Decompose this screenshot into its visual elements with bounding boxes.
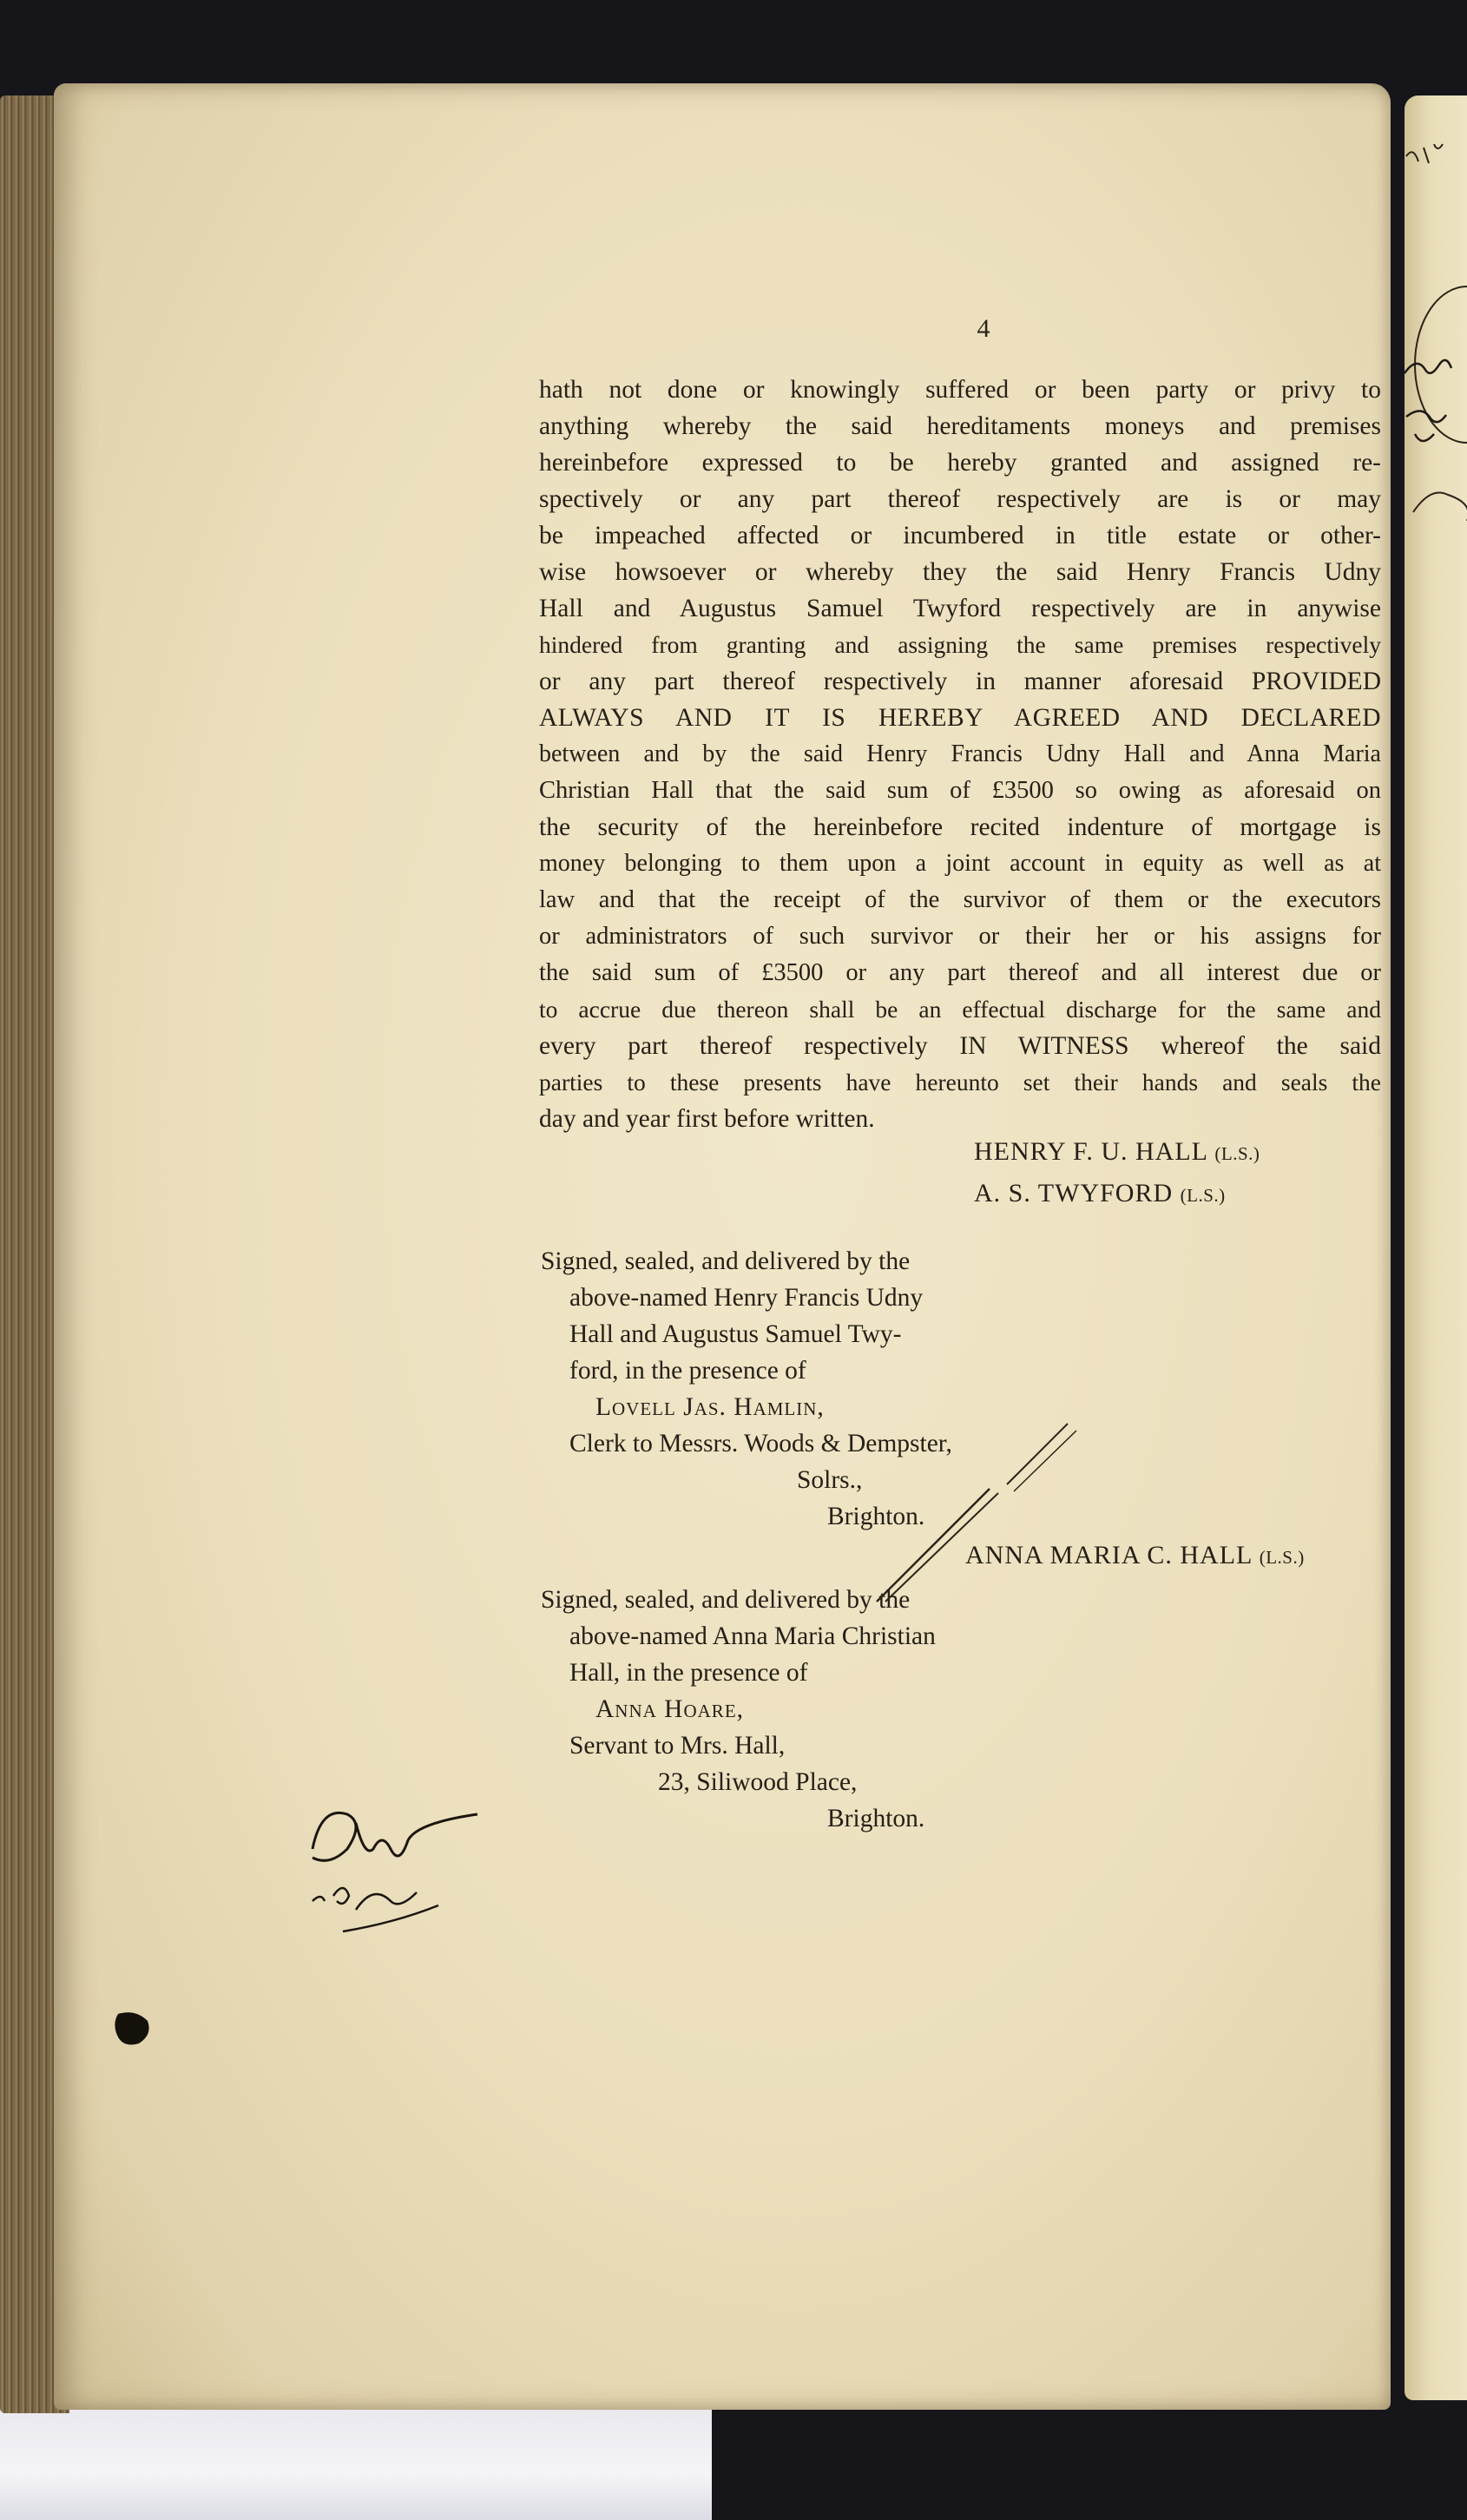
seal-mark: (L.S.) bbox=[1214, 1143, 1260, 1164]
attestation-line: Signed, sealed, and delivered by the bbox=[541, 1586, 911, 1614]
margin-initials-handwriting bbox=[295, 1780, 503, 1953]
paper-sheets-below bbox=[0, 2405, 712, 2520]
body-line: ALWAYS AND IT IS HEREBY AGREED AND DECLARED bbox=[539, 704, 1381, 732]
signature-name: ANNA MARIA C. HALL bbox=[965, 1541, 1253, 1569]
body-line: Hall and Augustus Samuel Twyford respectively are in anywise bbox=[539, 595, 1381, 622]
page-number: 4 bbox=[977, 314, 990, 343]
body-line: day and year first before written. bbox=[539, 1105, 875, 1133]
body-line: every part thereof respectively IN WITNESS whereof the said bbox=[539, 1032, 1381, 1060]
witness-role: Servant to Mrs. Hall, bbox=[569, 1732, 786, 1760]
witness-name: Anna Hoare, bbox=[595, 1695, 745, 1723]
body-line: law and that the receipt of the survivor of them or the executors bbox=[539, 886, 1381, 913]
attestation-line: Hall and Augustus Samuel Twy- bbox=[569, 1320, 902, 1348]
body-line: parties to these presents have hereunto set their hands and seals the bbox=[539, 1069, 1381, 1096]
witness-address: 23, Siliwood Place, bbox=[658, 1768, 858, 1796]
ink-blot bbox=[111, 2005, 155, 2049]
body-line: spectively or any part thereof respectively are is or may bbox=[539, 485, 1381, 513]
body-line: hereinbefore expressed to be hereby granted and assigned re- bbox=[539, 449, 1381, 477]
body-line: be impeached affected or incumbered in title estate or other- bbox=[539, 522, 1381, 549]
witness-town: Brighton. bbox=[827, 1805, 925, 1832]
witness-role: Clerk to Messrs. Woods & Dempster, bbox=[569, 1430, 952, 1457]
stamp-note-handwriting bbox=[1389, 130, 1467, 547]
attestation-line: above-named Anna Maria Christian bbox=[569, 1622, 936, 1650]
witness-name: Lovell Jas. Hamlin, bbox=[595, 1393, 825, 1421]
attestation-line: Hall, in the presence of bbox=[569, 1659, 808, 1687]
signature-twyford bbox=[974, 1179, 1226, 1208]
body-line: Christian Hall that the said sum of £3500 so owing as aforesaid on bbox=[539, 777, 1381, 804]
witness-town: Brighton. bbox=[827, 1503, 925, 1530]
seal-mark: (L.S.) bbox=[1259, 1547, 1305, 1568]
body-line: money belonging to them upon a joint account in equity as well as at bbox=[539, 850, 1381, 877]
body-line: wise howsoever or whereby they the said Henry Francis Udny bbox=[539, 558, 1381, 586]
deed-body-text bbox=[539, 372, 1381, 1137]
body-line: the security of the hereinbefore recited indenture of mortgage is bbox=[539, 813, 1381, 841]
body-line: hath not done or knowingly suffered or been party or privy to bbox=[539, 376, 1381, 404]
witness-firm: Solrs., bbox=[797, 1466, 863, 1494]
attestation-line: Signed, sealed, and delivered by the bbox=[541, 1247, 911, 1275]
body-line: or administrators of such survivor or their her or his assigns for bbox=[539, 923, 1381, 950]
attestation-line: above-named Henry Francis Udny bbox=[569, 1284, 924, 1312]
body-line: anything whereby the said hereditaments moneys and premises bbox=[539, 412, 1381, 440]
pen-strokes bbox=[859, 1406, 1085, 1606]
attestation-clause-2 bbox=[541, 1582, 936, 1837]
signature-name: A. S. TWYFORD bbox=[974, 1179, 1174, 1207]
body-line: between and by the said Henry Francis Udny Hall and Anna Maria bbox=[539, 740, 1381, 767]
body-line: or any part thereof respectively in manner aforesaid PROVIDED bbox=[539, 668, 1381, 695]
signature-name: HENRY F. U. HALL bbox=[974, 1137, 1207, 1166]
body-line: hindered from granting and assigning the same premises respectively bbox=[539, 631, 1381, 658]
body-line: to accrue due thereon shall be an effectual discharge for the same and bbox=[539, 996, 1381, 1023]
seal-mark: (L.S.) bbox=[1180, 1185, 1226, 1206]
signature-henry-hall bbox=[974, 1137, 1260, 1167]
attestation-line: ford, in the presence of bbox=[569, 1357, 806, 1385]
body-line: the said sum of £3500 or any part thereof and all interest due or bbox=[539, 959, 1381, 986]
